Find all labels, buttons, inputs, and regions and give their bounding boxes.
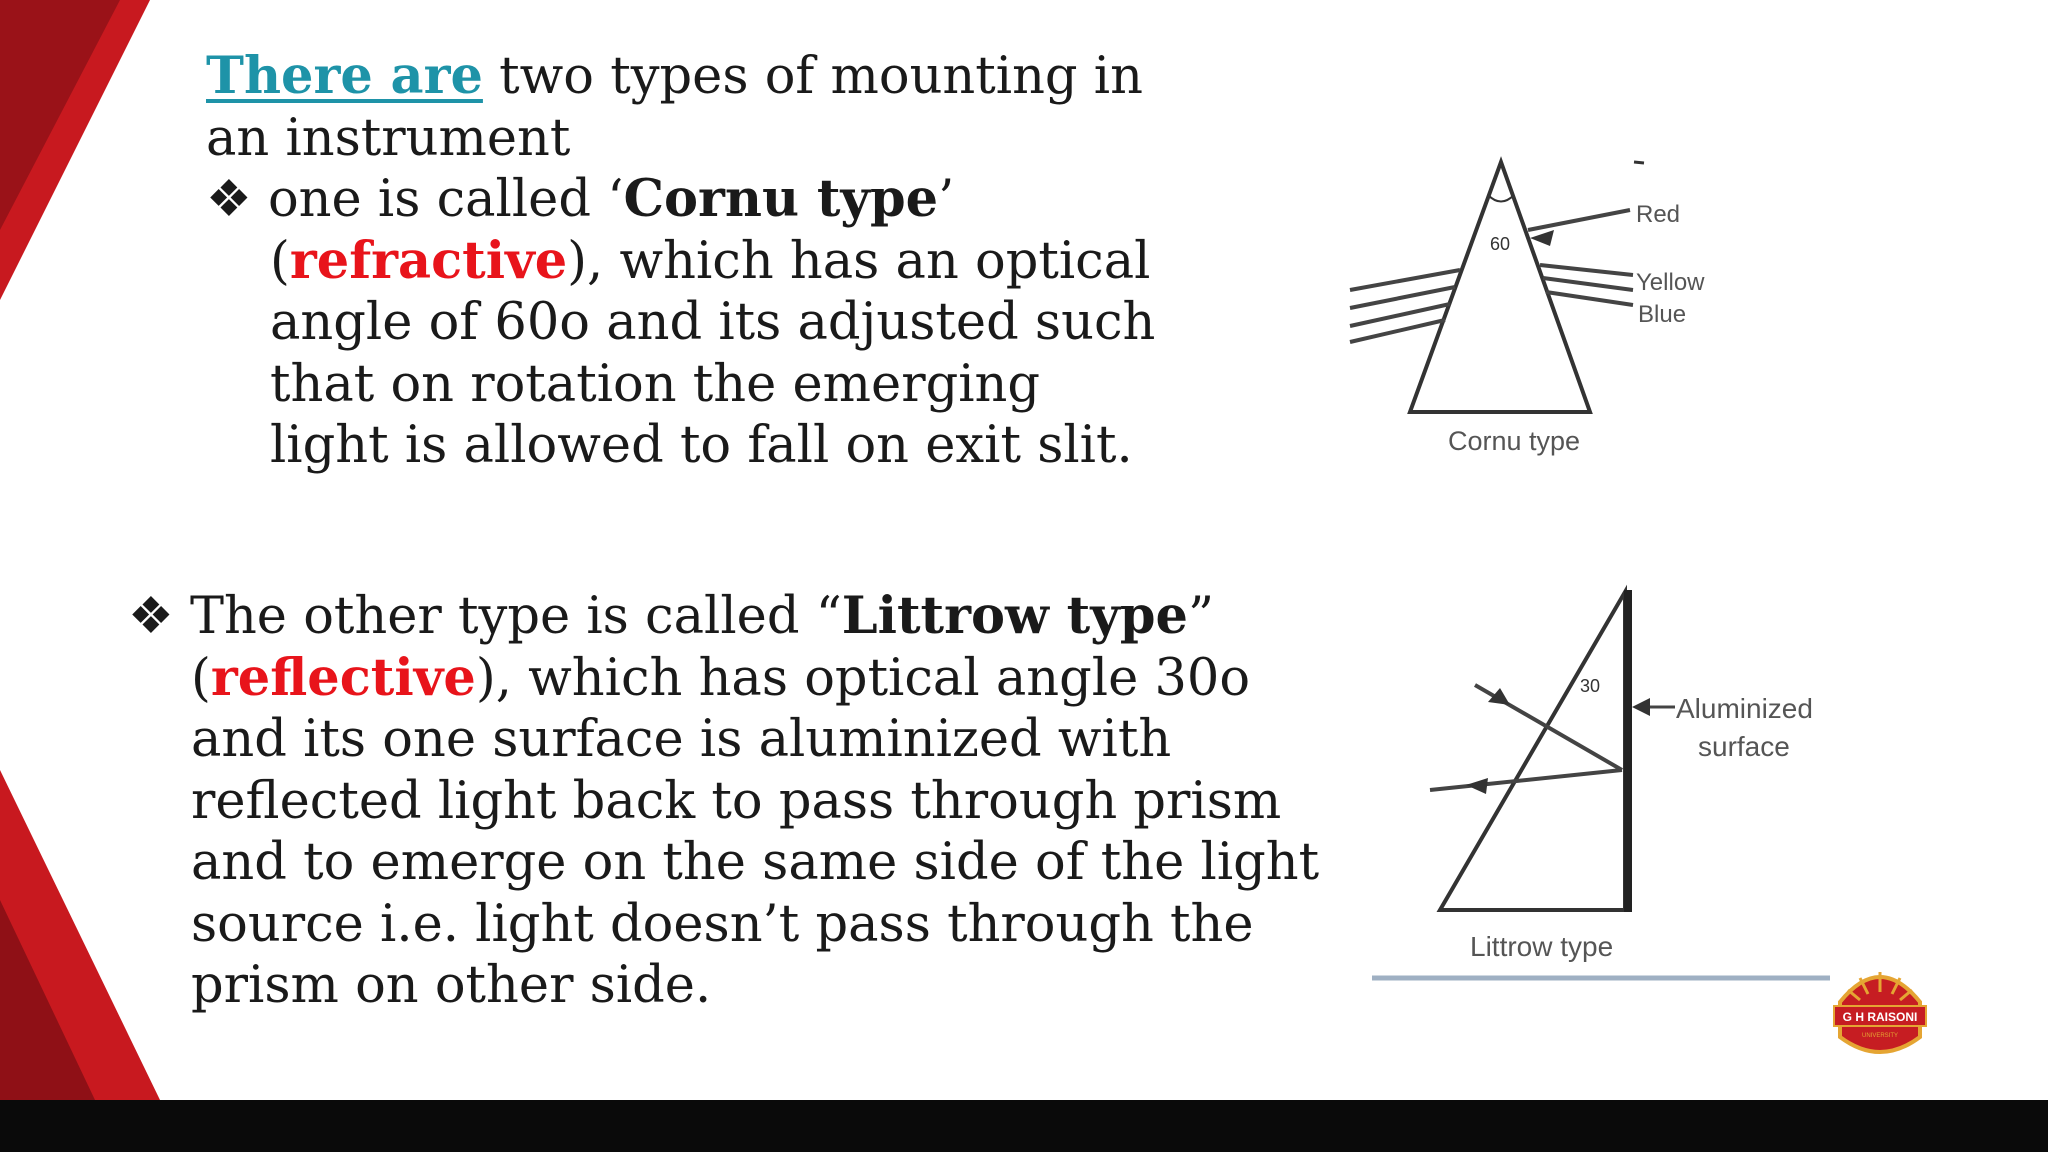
para2-line6: source i.e. light doesn’t pass through the xyxy=(191,894,1254,954)
cornu-type-term: Cornu type xyxy=(623,169,939,229)
para2-line1: ❖ The other type is called “Littrow type” xyxy=(128,586,1215,646)
blue-ray-label: Blue xyxy=(1638,301,1687,328)
top-left-dark-triangle xyxy=(0,0,120,230)
university-logo xyxy=(1820,962,1940,1072)
logo-sub: UNIVERSITY xyxy=(1861,1033,1899,1039)
para2-line2: (reflective), which has optical angle 30o xyxy=(191,647,1251,708)
red-ray-label: Red xyxy=(1636,201,1681,228)
logo-name: G H RAISONI xyxy=(1842,1010,1918,1024)
littrow-angle-label: 30 xyxy=(1580,676,1601,696)
littrow-paragraph xyxy=(128,586,1319,1017)
cornu-paragraph xyxy=(206,46,1155,477)
bullet-icon: ❖ xyxy=(206,170,252,229)
para2-line7: prism on other side. xyxy=(191,956,712,1015)
cornu-caption: Cornu type xyxy=(1448,426,1581,456)
reflective-term: reflective xyxy=(210,647,476,708)
aluminized-label: Aluminized xyxy=(1676,693,1813,724)
refractive-term: refractive xyxy=(289,230,568,291)
para1-line6: that on rotation the emerging xyxy=(270,354,1041,414)
surface-label: surface xyxy=(1698,731,1790,762)
littrow-prism-diagram xyxy=(1370,580,1830,990)
para1-line1: There are two types of mounting in xyxy=(206,46,1143,106)
bullet-icon: ❖ xyxy=(128,587,174,646)
para1-line7: light is allowed to fall on exit slit. xyxy=(270,416,1133,475)
para1-line5: angle of 60o and its adjusted such xyxy=(270,293,1156,352)
yellow-ray-label: Yellow xyxy=(1636,269,1705,296)
para2-line4: reflected light back to pass through prism xyxy=(191,771,1282,831)
para1-line2: an instrument xyxy=(206,108,571,168)
para1-line3: ❖ one is called ‘Cornu type’ xyxy=(206,169,955,229)
littrow-type-term: Littrow type xyxy=(841,586,1188,646)
bottom-black-bar xyxy=(0,1100,2048,1152)
para1-line4: (refractive), which has an optical xyxy=(270,230,1151,291)
there-are-link[interactable]: There are xyxy=(206,46,483,106)
para2-line3: and its one surface is aluminized with xyxy=(191,710,1172,769)
para2-line5: and to emerge on the same side of the light xyxy=(191,833,1320,892)
littrow-caption: Littrow type xyxy=(1470,931,1614,962)
cornu-prism-diagram xyxy=(1340,150,1720,470)
cornu-angle-label: 60 xyxy=(1490,234,1511,254)
